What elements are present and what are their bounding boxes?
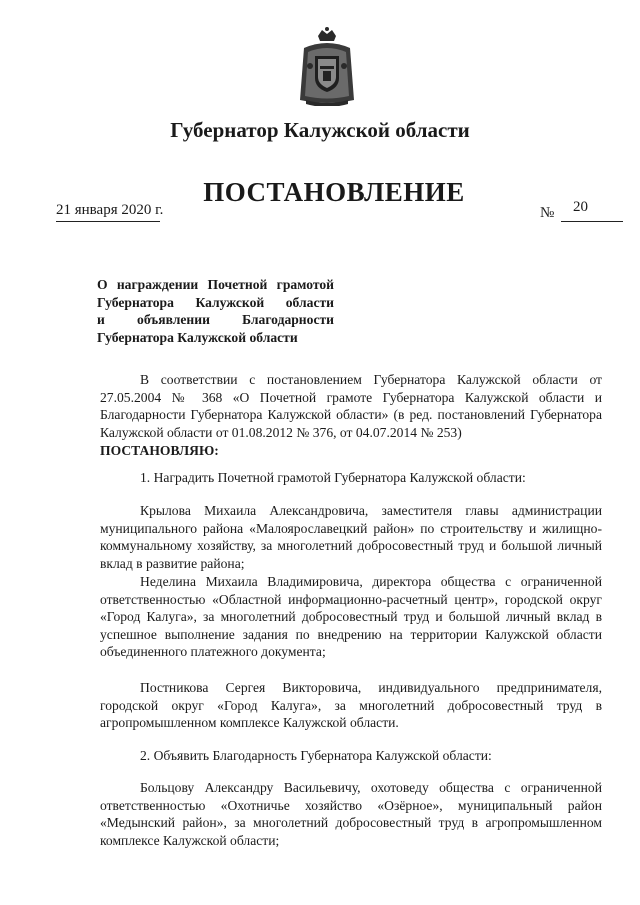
item-2-heading: 2. Объявить Благодарность Губернатора Калужской области: (140, 748, 492, 763)
date-underline (56, 221, 160, 222)
decree-word: ПОСТАНОВЛЯЮ: (100, 443, 219, 458)
subject-line: Губернатора Калужской области (97, 329, 298, 345)
issuing-authority: Губернатор Калужской области (170, 118, 470, 142)
subject-line: Губернатора Калужской области (97, 294, 334, 310)
number-underline (561, 221, 623, 222)
document-date: 21 января 2020 г. (56, 202, 164, 218)
awardee-paragraph: Постникова Сергея Викторовича, индивидуального предпринимателя, городской округ «Город Калуга», за многолетний добросовестный труд в агропромышленном комплексе Калужской области. (100, 680, 602, 730)
document-type-title: ПОСТАНОВЛЕНИЕ (203, 177, 465, 207)
awardee-paragraph: Неделина Михаила Владимировича, директора общества с ограниченной ответственностью «Областной информационно-расчетный центр», городской округ «Город Калуга», за многолетний добросовестный труд и большой личный вклад в успешное выполнение задания по внедрению на территории Калужской области объединенного платежного документа; (100, 574, 602, 659)
preamble-paragraph: В соответствии с постановлением Губернатора Калужской области от 27.05.2004 № 368 «О Почетной грамоте Губернатора Калужской области и Благодарности Губернатора Калужской области» (в ред. постановлений Губернатора Калужской области от 01.08.2012 № 376, от 04.07.2014 № 253) (100, 372, 602, 440)
document-subject (97, 276, 334, 346)
document-number: 20 (573, 199, 588, 215)
item-1-heading: 1. Наградить Почетной грамотой Губернатора Калужской области: (140, 470, 526, 485)
coat-of-arms-emblem (296, 26, 358, 106)
awardee-paragraph: Крылова Михаила Александровича, заместителя главы администрации муниципального района «Малоярославецкий район» по строительству и жилищно-коммунальному хозяйству, за многолетний добросовестный труд и большой личный вклад в развитие района; (100, 503, 602, 571)
awardee-paragraph: Больцову Александру Васильевичу, охотоведу общества с ограниченной ответственностью «Охотничье хозяйство «Озёрное», муниципальный район «Медынский район», за многолетний добросовестный труд в агропромышленном комплексе Калужской области; (100, 780, 602, 848)
subject-line: и объявлении Благодарности (97, 312, 334, 327)
subject-line: О награждении Почетной грамотой (97, 277, 334, 292)
number-label: № (540, 205, 555, 221)
